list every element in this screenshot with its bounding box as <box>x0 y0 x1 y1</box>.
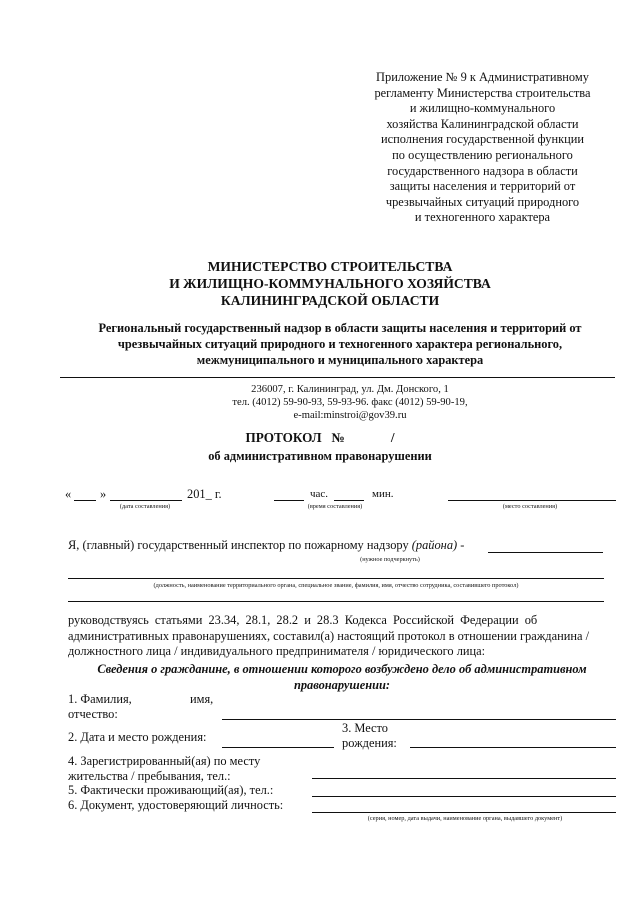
caption-time: (время составления) <box>307 503 363 510</box>
appendix-line: исполнения государственной функции <box>380 132 585 147</box>
caption-date: (дата составления) <box>119 503 171 510</box>
district-field[interactable] <box>488 552 603 553</box>
guidance-line: должностного лица / индивидуального предпринимателя / юридического лица: <box>68 644 486 658</box>
citizen-section-heading <box>68 662 616 693</box>
appendix-line: и жилищно-коммунального <box>409 101 556 116</box>
contact-email: e-mail:minstroi@gov39.ru <box>293 410 407 422</box>
field-birthplace-label-2: рождения: <box>342 736 397 750</box>
field-residence-label: 5. Фактически проживающий(ая), тел.: <box>68 783 274 797</box>
appendix-line: защиты населения и территорий от <box>389 179 576 194</box>
birthplace-field[interactable] <box>410 747 616 748</box>
field-registration-label-1: 4. Зарегистрированный(ая) по месту <box>68 754 261 768</box>
field-birthdate-label: 2. Дата и место рождения: <box>68 730 207 744</box>
field-document-label: 6. Документ, удостоверяющий личность: <box>68 798 284 812</box>
birthdate-field[interactable] <box>222 747 334 748</box>
ministry-line: КАЛИНИНГРАДСКОЙ ОБЛАСТИ <box>220 293 440 308</box>
caption-position: (должность, наименование территориального органа, специальное звание, фамилия, имя, отчество сотрудника, составившего протокол) <box>153 582 519 589</box>
section-line: правонарушении: <box>293 677 391 692</box>
hours-label: час. <box>310 488 329 500</box>
protocol-title: ПРОТОКОЛ № / <box>245 430 395 445</box>
hours-field[interactable] <box>274 500 304 501</box>
inspector-italic: (района) <box>411 538 458 552</box>
caption-document: (серия, номер, дата выдачи, наименование органа, выдавшего документ) <box>367 815 563 822</box>
guidance-paragraph <box>68 613 616 660</box>
inspector-text: Я, (главный) государственный инспектор по пожарному надзору <box>68 538 412 552</box>
position-field-2[interactable] <box>68 601 604 602</box>
appendix-block <box>350 70 615 226</box>
supervision-line: Региональный государственный надзор в области защиты населения и территорий от <box>98 321 582 335</box>
appendix-line: чрезвычайных ситуаций природного <box>385 194 580 209</box>
appendix-line: Приложение № 9 к Административному <box>376 70 589 84</box>
header-divider <box>60 377 615 378</box>
open-quote: « <box>65 487 72 501</box>
field-birthplace-label-1: 3. Место <box>342 721 388 735</box>
month-field[interactable] <box>110 500 182 501</box>
caption-place: (место составления) <box>502 503 558 510</box>
ministry-line: И ЖИЛИЩНО-КОММУНАЛЬНОГО ХОЗЯЙСТВА <box>169 276 491 291</box>
minutes-label: мин. <box>372 488 394 500</box>
caption-underline: (нужное подчеркнуть) <box>360 556 420 563</box>
document-field[interactable] <box>312 812 616 813</box>
appendix-line: и техногенного характера <box>414 210 551 225</box>
residence-field[interactable] <box>312 796 616 797</box>
guidance-line: административных правонарушениях, составил(а) настоящий протокол в отношении гражданина / <box>68 628 590 643</box>
inspector-line <box>68 538 464 554</box>
position-field[interactable] <box>68 578 604 579</box>
appendix-line: государственного надзора в области <box>387 163 578 178</box>
contacts-block <box>200 383 500 423</box>
day-field[interactable] <box>74 500 96 501</box>
ministry-line: МИНИСТЕРСТВО СТРОИТЕЛЬСТВА <box>207 259 453 274</box>
section-line: Сведения о гражданине, в отношении которого возбуждено дело об административном <box>97 662 587 676</box>
supervision-line: межмуниципального и муниципального характера <box>196 353 484 367</box>
close-quote: » <box>100 487 107 501</box>
supervision-line: чрезвычайных ситуаций природного и техногенного характера регионального, <box>117 337 563 351</box>
supervision-heading <box>75 320 605 368</box>
place-field[interactable] <box>448 500 616 501</box>
registration-field[interactable] <box>312 778 616 779</box>
field-surname-label: 1. Фамилия, <box>68 692 132 706</box>
protocol-subtitle: об административном правонарушении <box>208 449 432 463</box>
appendix-line: регламенту Министерства строительства <box>374 85 591 100</box>
minutes-field[interactable] <box>334 500 364 501</box>
contact-phones: тел. (4012) 59-90-93, 59-93-96. факс (4012) 59-90-19, <box>232 397 468 409</box>
appendix-line: хозяйства Калининградской области <box>386 116 579 131</box>
field-registration-label-2: жительства / пребывания, тел.: <box>68 769 231 783</box>
appendix-line: по осуществлению регионального <box>392 147 573 162</box>
guidance-line: руководствуясь статьями 23.34, 28.1, 28.2 и 28.3 Кодекса Российской Федерации об <box>68 613 538 627</box>
ministry-title <box>140 258 520 309</box>
contact-address: 236007, г. Калининград, ул. Дм. Донского, 1 <box>251 384 449 395</box>
full-name-field[interactable] <box>222 719 616 720</box>
inspector-dash: - <box>457 538 465 552</box>
field-patronymic-label: отчество: <box>68 707 118 721</box>
year-label: 201_ г. <box>187 487 222 501</box>
field-name-label: имя, <box>190 692 214 706</box>
